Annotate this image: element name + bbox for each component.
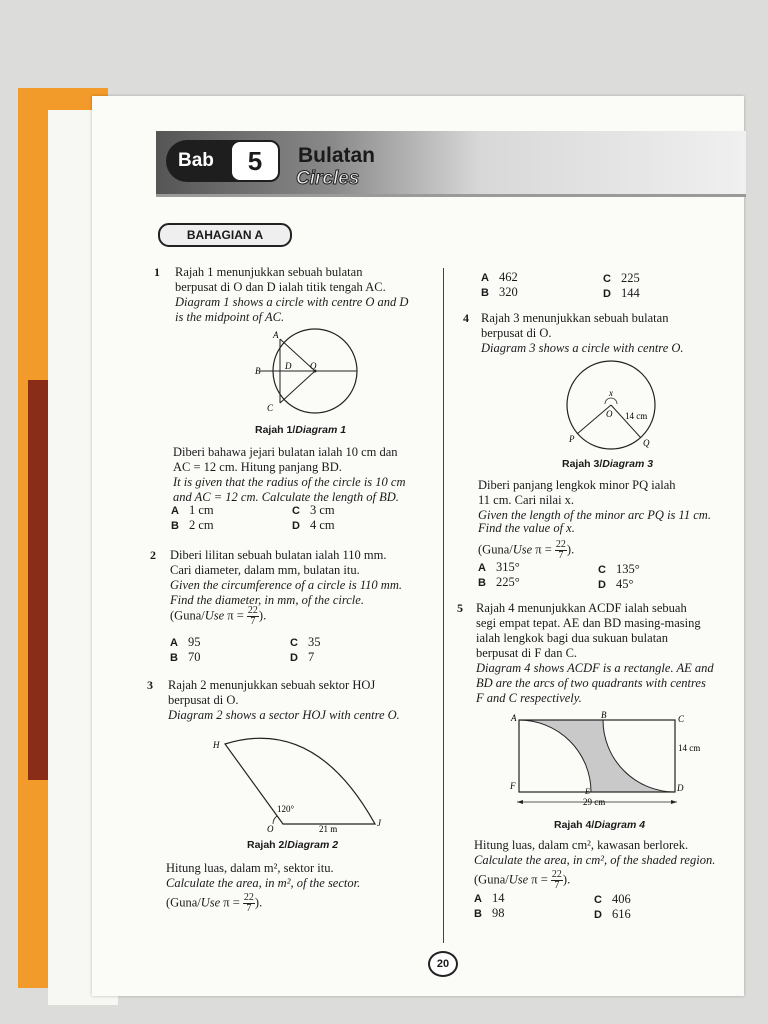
question-2-option-c[interactable]: C 35 bbox=[290, 635, 321, 649]
question-1-option-b[interactable]: B 2 cm bbox=[171, 518, 214, 532]
question-3-number: 3 bbox=[147, 678, 153, 692]
question-5-option-c[interactable]: C 406 bbox=[594, 892, 631, 906]
section-label: BAHAGIAN A bbox=[158, 223, 292, 247]
diagram-3-label-o: O bbox=[606, 409, 613, 419]
question-4-pi-note: (Guna/Use π = $\frac{22}{7}$ ). bbox=[478, 539, 575, 561]
question-4-option-c[interactable]: C 135° bbox=[598, 562, 640, 576]
diagram-4-label-b: B bbox=[601, 710, 607, 720]
question-5-line-5: Diagram 4 shows ACDF is a rectangle. AE and bbox=[476, 661, 714, 675]
diagram-1-label-a: A bbox=[273, 330, 279, 340]
diagram-3-label-p: P bbox=[569, 434, 575, 444]
diagram-4-rectangle bbox=[505, 708, 720, 810]
question-3-line-3: Diagram 2 shows a sector HOJ with centre O. bbox=[168, 708, 400, 722]
question-5-number: 5 bbox=[457, 601, 463, 615]
diagram-4-label-e: E bbox=[585, 787, 590, 796]
question-2-number: 2 bbox=[150, 548, 156, 562]
diagram-1-label-d: D bbox=[285, 361, 292, 371]
question-5-line-6: BD are the arcs of two quadrants with centres bbox=[476, 676, 706, 690]
question-3-option-c[interactable]: C 225 bbox=[603, 271, 640, 285]
question-4-option-d[interactable]: D 45° bbox=[598, 577, 634, 591]
question-5-ask-2: Calculate the area, in cm², of the shaded region. bbox=[474, 853, 716, 867]
diagram-3-label-q: Q bbox=[643, 438, 650, 448]
question-2-option-a[interactable]: A 95 bbox=[170, 635, 201, 649]
question-2-line-3: Given the circumference of a circle is 110 mm. bbox=[170, 578, 402, 592]
question-3-pi-note: (Guna/Use π = $\frac{22}{7}$ ). bbox=[166, 892, 263, 914]
diagram-1-label-c: C bbox=[267, 403, 274, 413]
diagram-3-caption: Rajah 3/Diagram 3 bbox=[562, 458, 654, 470]
question-1-option-a[interactable]: A 1 cm bbox=[171, 503, 214, 517]
diagram-2-label-j: J bbox=[377, 818, 381, 828]
diagram-1-label-o: O bbox=[310, 361, 317, 371]
question-4-line-1: Rajah 3 menunjukkan sebuah bulatan bbox=[481, 311, 669, 325]
question-2-line-2: Cari diameter, dalam mm, bulatan itu. bbox=[170, 563, 360, 577]
question-1-option-d[interactable]: D 4 cm bbox=[292, 518, 335, 532]
question-3-ask-1: Hitung luas, dalam m², sektor itu. bbox=[166, 861, 334, 875]
question-4-number: 4 bbox=[463, 311, 469, 325]
diagram-1-circle bbox=[250, 325, 370, 420]
question-5-line-1: Rajah 4 menunjukkan ACDF ialah sebuah bbox=[476, 601, 687, 615]
question-5-line-3: ialah lengkok bagi dua sukuan bulatan bbox=[476, 631, 668, 645]
diagram-4-caption: Rajah 4/Diagram 4 bbox=[554, 819, 646, 831]
chapter-title-en: Circles bbox=[296, 168, 360, 189]
question-2-line-4: Find the diameter, in mm, of the circle. bbox=[170, 593, 364, 607]
chapter-title-ms: Bulatan bbox=[298, 144, 376, 167]
question-3-line-1: Rajah 2 menunjukkan sebuah sektor HOJ bbox=[168, 678, 376, 692]
question-1-line-3: Diagram 1 shows a circle with centre O and D bbox=[175, 295, 409, 309]
question-1-given-4: and AC = 12 cm. Calculate the length of BD. bbox=[173, 490, 399, 504]
question-5-line-7: F and C respectively. bbox=[476, 691, 582, 705]
question-5-option-d[interactable]: D 616 bbox=[594, 907, 631, 921]
diagram-2-radius: 21 m bbox=[319, 824, 338, 834]
diagram-4-width: 29 cm bbox=[583, 797, 606, 807]
chapter-banner-rule bbox=[156, 194, 746, 197]
question-5-option-b[interactable]: B 98 bbox=[474, 906, 505, 920]
question-5-ask-1: Hitung luas, dalam cm², kawasan berlorek. bbox=[474, 838, 689, 852]
column-divider bbox=[443, 268, 444, 943]
diagram-4-label-c: C bbox=[678, 714, 685, 724]
question-1-number: 1 bbox=[154, 265, 160, 279]
question-1-given-1: Diberi bahawa jejari bulatan ialah 10 cm dan bbox=[173, 445, 398, 459]
diagram-3-label-x: x bbox=[609, 388, 613, 398]
question-3-option-a[interactable]: A 462 bbox=[481, 270, 518, 284]
diagram-2-sector bbox=[205, 728, 395, 836]
diagram-1-caption: Rajah 1/Diagram 1 bbox=[255, 424, 347, 436]
diagram-1-label-b: B bbox=[255, 366, 261, 376]
page-number: 20 bbox=[428, 951, 458, 977]
question-5-option-a[interactable]: A 14 bbox=[474, 891, 505, 905]
question-4-line-3: Diagram 3 shows a circle with centre O. bbox=[481, 341, 684, 355]
question-1-given-2: AC = 12 cm. Hitung panjang BD. bbox=[173, 460, 342, 474]
question-2-option-d[interactable]: D 7 bbox=[290, 650, 315, 664]
question-2-option-b[interactable]: B 70 bbox=[170, 650, 201, 664]
question-4-option-b[interactable]: B 225° bbox=[478, 575, 520, 589]
diagram-2-caption: Rajah 2/Diagram 2 bbox=[247, 839, 339, 851]
diagram-3-circle bbox=[555, 358, 665, 452]
diagram-4-label-f: F bbox=[510, 781, 516, 791]
chapter-number: 5 bbox=[230, 140, 280, 182]
question-5-line-2: segi empat tepat. AE dan BD masing-masing bbox=[476, 616, 701, 630]
question-3-option-b[interactable]: B 320 bbox=[481, 285, 518, 299]
question-4-given-1: Diberi panjang lengkok minor PQ ialah bbox=[478, 478, 676, 492]
question-2-line-1: Diberi lilitan sebuah bulatan ialah 110 mm. bbox=[170, 548, 387, 562]
diagram-4-height: 14 cm bbox=[678, 743, 701, 753]
question-3-ask-2: Calculate the area, in m², of the sector. bbox=[166, 876, 361, 890]
question-1-line-4: is the midpoint of AC. bbox=[175, 310, 285, 324]
chapter-label: Bab bbox=[178, 150, 214, 171]
question-4-given-4: Find the value of x. bbox=[478, 521, 575, 535]
question-1-option-c[interactable]: C 3 cm bbox=[292, 503, 335, 517]
question-3-line-2: berpusat di O. bbox=[168, 693, 239, 707]
diagram-3-radius: 14 cm bbox=[625, 411, 648, 421]
question-2-pi-note: (Guna/Use π = $\frac{22}{7}$ ). bbox=[170, 605, 267, 627]
question-5-line-4: berpusat di F dan C. bbox=[476, 646, 578, 660]
diagram-2-angle: 120° bbox=[277, 804, 295, 814]
diagram-2-label-h: H bbox=[213, 740, 220, 750]
question-4-line-2: berpusat di O. bbox=[481, 326, 552, 340]
question-1-line-2: berpusat di O dan D ialah titik tengah AC. bbox=[175, 280, 386, 294]
question-4-option-a[interactable]: A 315° bbox=[478, 560, 520, 574]
diagram-2-label-o: O bbox=[267, 824, 274, 834]
diagram-4-label-a: A bbox=[511, 713, 517, 723]
question-1-given-3: It is given that the radius of the circle is 10 cm bbox=[173, 475, 406, 489]
question-4-given-2: 11 cm. Cari nilai x. bbox=[478, 493, 575, 507]
question-3-option-d[interactable]: D 144 bbox=[603, 286, 640, 300]
question-4-given-3: Given the length of the minor arc PQ is 11 cm. bbox=[478, 508, 711, 522]
question-1-line-1: Rajah 1 menunjukkan sebuah bulatan bbox=[175, 265, 363, 279]
diagram-4-label-d: D bbox=[677, 783, 684, 793]
question-5-pi-note: (Guna/Use π = $\frac{22}{7}$ ). bbox=[474, 869, 571, 891]
